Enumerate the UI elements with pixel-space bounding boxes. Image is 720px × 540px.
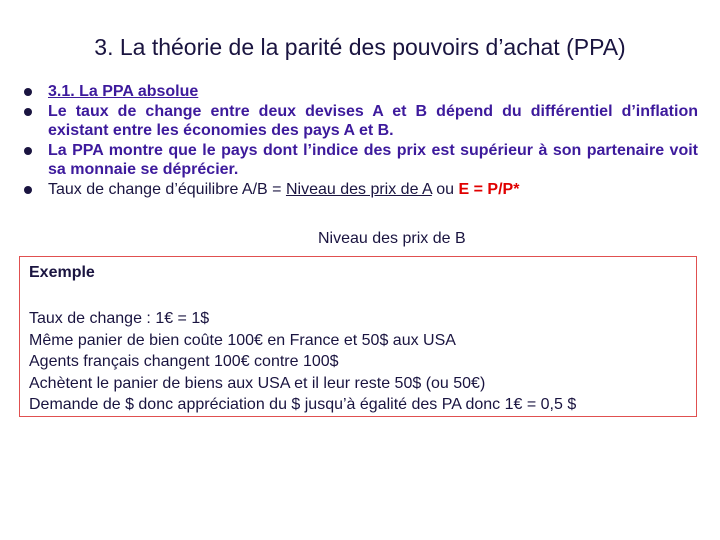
bullet-text: La PPA montre que le pays dont l’indice des prix est supérieur à son partenaire voit sa monnaie se déprécier. [48,141,698,178]
example-line: Taux de change : 1€ = 1$ [29,310,210,327]
bullet-item [22,102,698,141]
section-heading: 3.1. La PPA absolue [48,83,199,100]
example-lines [29,308,576,416]
example-line: Achètent le panier de biens aux USA et il leur reste 50$ (ou 50€) [29,374,486,392]
bullet-list [22,82,698,199]
formula-connector: ou [431,180,459,198]
formula-denominator: Niveau des prix de B [318,230,466,247]
example-line: Demande de $ donc appréciation du $ jusqu’à égalité des PA donc 1€ = 0,5 $ [29,396,577,413]
bullet-dot-icon [24,108,32,116]
formula-prefix: Taux de change d’équilibre A/B = [48,180,286,198]
example-box [19,256,697,417]
bullet-dot-icon [24,186,32,194]
bullet-item [22,141,698,180]
formula-numerator: Niveau des prix de A [285,180,432,198]
bullet-item [22,82,698,102]
bullet-dot-icon [24,147,32,155]
bullet-dot-icon [24,88,32,96]
example-line: Agents français changent 100€ contre 100$ [29,353,339,370]
example-title: Exemple [29,264,95,281]
slide-title: 3. La théorie de la parité des pouvoirs d’achat (PPA) [94,34,626,60]
example-line: Même panier de bien coûte 100€ en France et 50$ aux USA [29,331,456,349]
bullet-text: Le taux de change entre deux devises A et B dépend du différentiel d’inflation existant entre les économies des pays A et B. [48,102,698,139]
bullet-item [22,180,698,200]
formula-equation: E = P/P* [458,180,520,198]
